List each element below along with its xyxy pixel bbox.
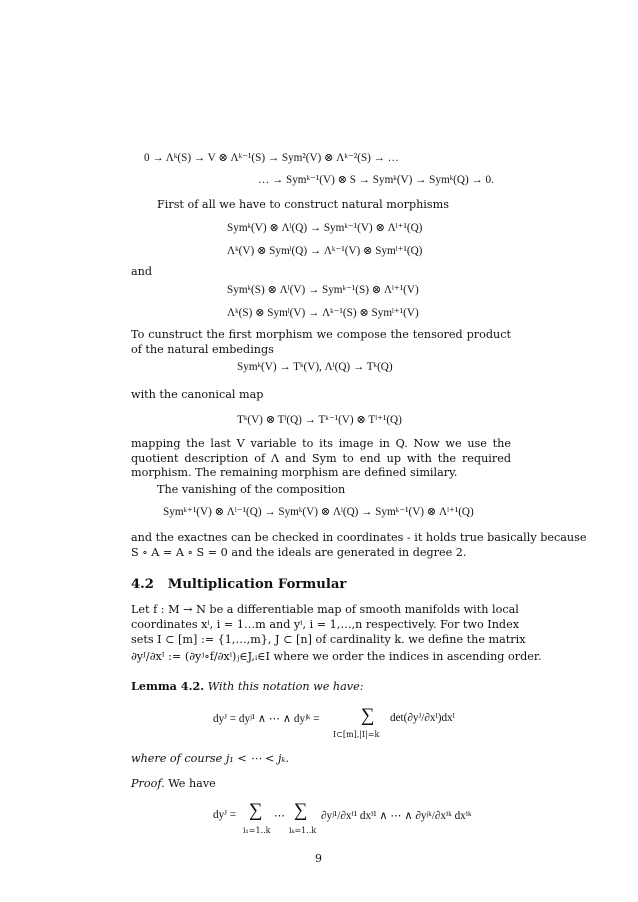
exact-sequence-line-1: 0 → Λᵏ(S) → V ⊗ Λᵏ⁻¹(S) → Sym²(V) ⊗ Λᵏ⁻²(S) → … (144, 152, 399, 164)
paragraph-canonical-map: with the canonical map (131, 388, 264, 401)
lemma-where-clause: where of course j₁ < ⋯ < jₖ. (131, 752, 290, 765)
proof-sum-1-subscript: i₁=1..k (243, 826, 271, 835)
section-title: Multiplication Formular (167, 577, 347, 592)
proof-sum-2: ∑ (294, 800, 308, 821)
lemma-label: Lemma 4.2. (131, 679, 205, 693)
and-word: and (131, 265, 153, 278)
page-number: 9 (315, 852, 322, 865)
proof-sum-2-subscript: iₖ=1..k (289, 826, 317, 835)
paragraph-exactness-line-2: S ∘ A = A ∘ S = 0 and the ideals are generated in degree 2. (131, 546, 467, 559)
canonical-map-equation: Tᵏ(V) ⊗ Tˡ(Q) → Tᵏ⁻¹(V) ⊗ Tˡ⁺¹(Q) (237, 414, 402, 426)
paragraph-quotient-description: mapping the last V variable to its image in Q. Now we use the quotient description of Λ and Sym to end up with the required morphism. The remaining morphism are defined similary. (131, 437, 511, 480)
proof-intro (131, 776, 216, 791)
lemma-sum-subscript: I⊂[m],|I|=k (333, 730, 380, 739)
proof-sum-1: ∑ (249, 800, 263, 821)
paragraph-let-f-line-2: coordinates xⁱ, i = 1…m and yⁱ, i = 1,…,n respectively. For two Index (131, 618, 520, 631)
proof-equation-lhs: dyᴶ = (213, 809, 237, 821)
section-number: 4.2 (131, 577, 154, 592)
embedding-equation: Symᵏ(V) → Tᵏ(V), Λˡ(Q) → Tᵏ(Q) (237, 361, 393, 373)
paragraph-natural-morphisms: First of all we have to construct natural morphisms (157, 198, 449, 211)
morphism-a-1: Symᵏ(V) ⊗ Λˡ(Q) → Symᵏ⁻¹(V) ⊗ Λˡ⁺¹(Q) (227, 222, 423, 234)
paragraph-vanishing: The vanishing of the composition (157, 483, 346, 496)
proof-dots: ⋯ (274, 810, 286, 822)
paragraph-let-f-line-1: Let f : M → N be a differentiable map of smooth manifolds with local (131, 603, 519, 616)
proof-equation-rhs: ∂yʲ¹/∂xⁱ¹ dxⁱ¹ ∧ ⋯ ∧ ∂yʲᵏ/∂xⁱᵏ dxⁱᵏ (321, 810, 472, 822)
composition-equation: Symᵏ⁺¹(V) ⊗ Λˡ⁻¹(Q) → Symᵏ(V) ⊗ Λˡ(Q) → Symᵏ⁻¹(V) ⊗ Λˡ⁺¹(Q) (163, 506, 474, 518)
lemma-statement (131, 679, 363, 694)
lemma-equation-lhs: dyᴶ = dyʲ¹ ∧ ⋯ ∧ dyʲᵏ = (213, 713, 320, 725)
paragraph-exactness-line-1: and the exactnes can be checked in coordinates - it holds true basically because (131, 531, 587, 544)
morphism-b-2: Λᵏ(S) ⊗ Symˡ(V) → Λᵏ⁻¹(S) ⊗ Symˡ⁺¹(V) (227, 307, 419, 319)
morphism-a-2: Λᵏ(V) ⊗ Symˡ(Q) → Λᵏ⁻¹(V) ⊗ Symˡ⁺¹(Q) (227, 245, 423, 257)
paragraph-construct-first-morphism: To cunstruct the first morphism we compose the tensored product of the natural embedings (131, 328, 511, 356)
exact-sequence-line-2: … → Symᵏ⁻¹(V) ⊗ S → Symᵏ(V) → Symᵏ(Q) → 0. (258, 174, 494, 186)
section-heading (131, 577, 346, 592)
paragraph-let-f-line-4: ∂yᴶ/∂xᴵ := (∂yʲ∘f/∂xⁱ)ⱼ∈J,ᵢ∈I where we order the indices in ascending order. (131, 650, 542, 663)
lemma-sum-symbol: ∑ (361, 705, 375, 726)
proof-label: Proof. (131, 777, 165, 790)
proof-text: We have (168, 777, 216, 790)
lemma-equation-rhs: det(∂yᴶ/∂xᴵ)dxᴵ (390, 712, 455, 724)
lemma-text: With this notation we have: (207, 680, 364, 693)
morphism-b-1: Symᵏ(S) ⊗ Λˡ(V) → Symᵏ⁻¹(S) ⊗ Λˡ⁺¹(V) (227, 284, 419, 296)
paragraph-let-f-line-3: sets I ⊂ [m] := {1,…,m}, J ⊂ [n] of cardinality k. we define the matrix (131, 633, 526, 646)
